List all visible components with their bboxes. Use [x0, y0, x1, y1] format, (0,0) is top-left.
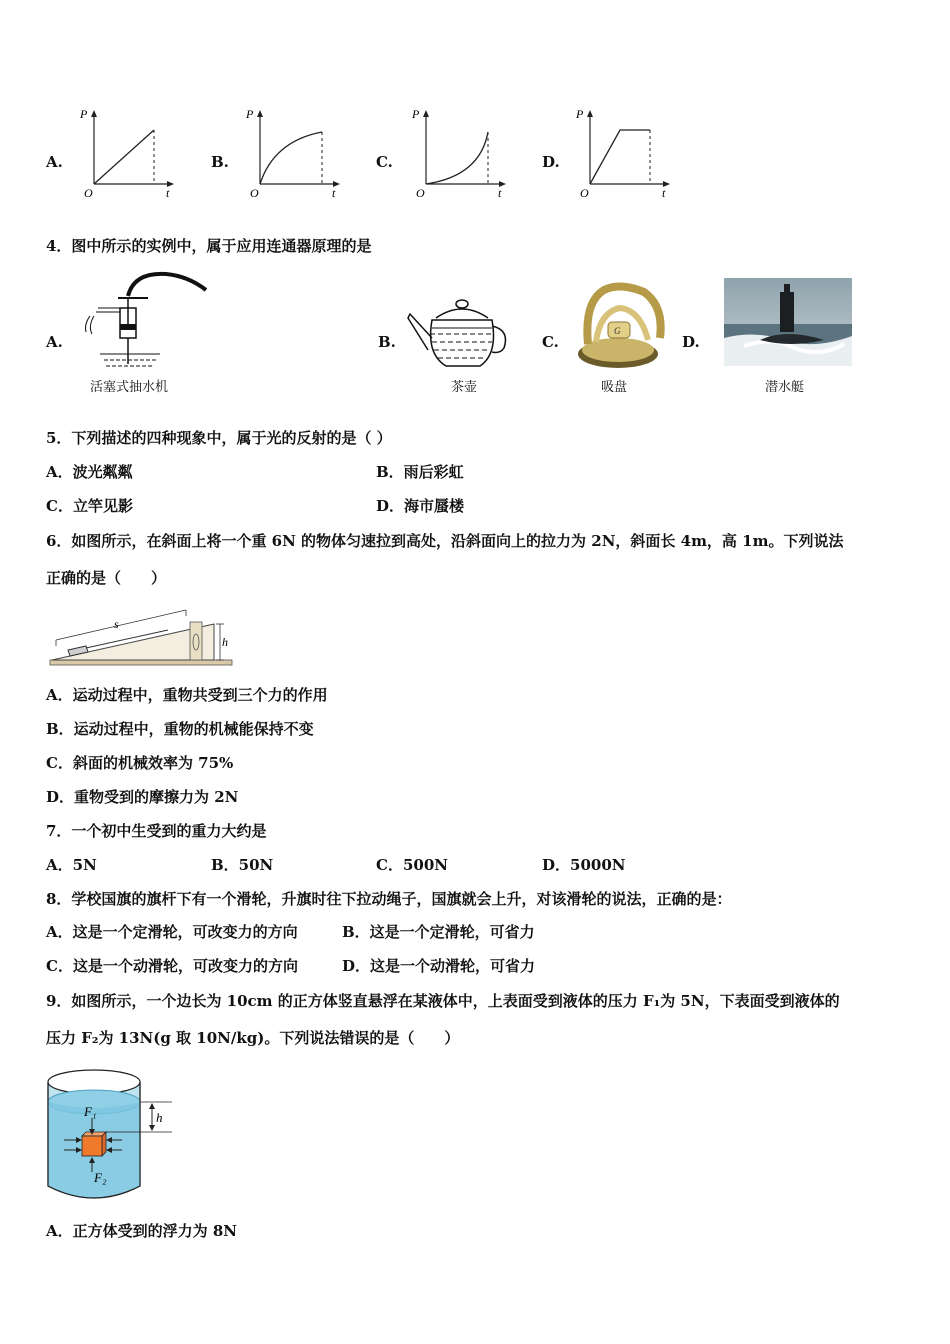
q5-option-d[interactable]: D．海市蜃楼: [376, 497, 465, 515]
q3-a-t-label: t: [166, 186, 170, 200]
q8-option-d[interactable]: D．这是一个动滑轮，可省力: [342, 957, 536, 975]
q3-c-o-label: O: [416, 186, 425, 200]
q8-stem: 8．学校国旗的旗杆下有一个滑轮，升旗时往下拉动绳子，国旗就会上升，对该滑轮的说法，正确的是：: [46, 890, 732, 908]
q6-fig-h-label: h: [222, 635, 228, 649]
q3-graph-c: [410, 106, 510, 200]
q4-option-a-caption: 活塞式抽水机: [90, 380, 169, 395]
q8-option-a[interactable]: A．这是一个定滑轮，可改变力的方向: [46, 923, 298, 941]
q9-fig-f2-label: F₂: [94, 1170, 107, 1185]
q7-option-c[interactable]: C．500N: [376, 856, 448, 874]
q7-option-a[interactable]: A．5N: [46, 856, 97, 874]
q6-fig-s-label: s: [114, 617, 119, 631]
q3-a-o-label: O: [84, 186, 93, 200]
q3-d-p-label: P: [576, 107, 584, 121]
incline-diagram: [46, 600, 238, 672]
q5-stem: 5．下列描述的四种现象中，属于光的反射的是（ ）: [46, 429, 392, 447]
q9-fig-f1-label: F₁: [84, 1104, 97, 1119]
q9-stem-line1: 9．如图所示，一个边长为 10cm 的正方体竖直悬浮在某液体中，上表面受到液体的压力 F₁为 5N，下表面受到液体的: [46, 992, 840, 1010]
q9-fig-h-label: h: [156, 1110, 163, 1125]
q5-option-a[interactable]: A．波光粼粼: [46, 463, 133, 481]
q4-option-d-label[interactable]: D.: [682, 333, 700, 351]
q3-option-c-label[interactable]: C.: [376, 153, 393, 171]
q3-c-t-label: t: [498, 186, 502, 200]
q6-option-a[interactable]: A．运动过程中，重物共受到三个力的作用: [46, 686, 328, 704]
q3-graph-d: [574, 106, 674, 200]
q3-d-t-label: t: [662, 186, 666, 200]
q3-d-curve: [590, 130, 650, 184]
q4-option-d-caption: 潜水艇: [765, 380, 805, 395]
q3-b-p-label: P: [246, 107, 254, 121]
q6-option-b[interactable]: B．运动过程中，重物的机械能保持不变: [46, 720, 314, 738]
q3-b-t-label: t: [332, 186, 336, 200]
q4-option-a-label[interactable]: A.: [46, 333, 63, 351]
q6-option-c[interactable]: C．斜面的机械效率为 75%: [46, 754, 234, 772]
q6-stem-line1: 6．如图所示，在斜面上将一个重 6N 的物体匀速拉到高处，沿斜面向上的拉力为 2N，斜面长 4m，高 1m。下列说法: [46, 532, 844, 550]
q7-option-b[interactable]: B．50N: [211, 856, 274, 874]
submarine-photo: [724, 278, 852, 366]
q3-graph-a: [78, 106, 178, 200]
q4-option-c-caption: 吸盘: [601, 380, 628, 395]
q3-c-p-label: P: [412, 107, 420, 121]
teapot-illustration: [406, 294, 510, 374]
q6-stem-line2: 正确的是（ ）: [46, 569, 167, 587]
q4-stem: 4．图中所示的实例中，属于应用连通器原理的是: [46, 237, 372, 255]
q9-stem-line2: 压力 F₂为 13N(g 取 10N/kg)。下列说法错误的是（ ）: [46, 1029, 460, 1047]
q3-b-curve: [260, 132, 322, 184]
q3-option-b-label[interactable]: B.: [211, 153, 229, 171]
piston-pump-illustration: [76, 268, 216, 374]
q3-b-o-label: O: [250, 186, 259, 200]
q9-option-a[interactable]: A．正方体受到的浮力为 8N: [46, 1222, 238, 1240]
q7-option-d[interactable]: D．5000N: [542, 856, 626, 874]
q4-option-b-label[interactable]: B.: [378, 333, 396, 351]
q8-option-b[interactable]: B．这是一个定滑轮，可省力: [342, 923, 535, 941]
svg-text:G: G: [614, 326, 621, 336]
q8-option-c[interactable]: C．这是一个动滑轮，可改变力的方向: [46, 957, 298, 975]
q7-stem: 7．一个初中生受到的重力大约是: [46, 822, 267, 840]
q3-option-a-label[interactable]: A.: [46, 153, 63, 171]
q3-d-o-label: O: [580, 186, 589, 200]
q4-option-b-caption: 茶壶: [451, 380, 478, 395]
suction-cup-illustration: [574, 282, 670, 374]
q6-option-d[interactable]: D．重物受到的摩擦力为 2N: [46, 788, 239, 806]
q5-option-b[interactable]: B．雨后彩虹: [376, 463, 464, 481]
q3-a-p-label: P: [80, 107, 88, 121]
q3-c-curve: [426, 132, 488, 184]
q3-a-curve: [94, 130, 154, 184]
q3-graph-b: [244, 106, 344, 200]
cube-in-liquid-diagram: [44, 1060, 180, 1208]
q5-option-c[interactable]: C．立竿见影: [46, 497, 133, 515]
q4-option-c-label[interactable]: C.: [542, 333, 559, 351]
q3-option-d-label[interactable]: D.: [542, 153, 560, 171]
